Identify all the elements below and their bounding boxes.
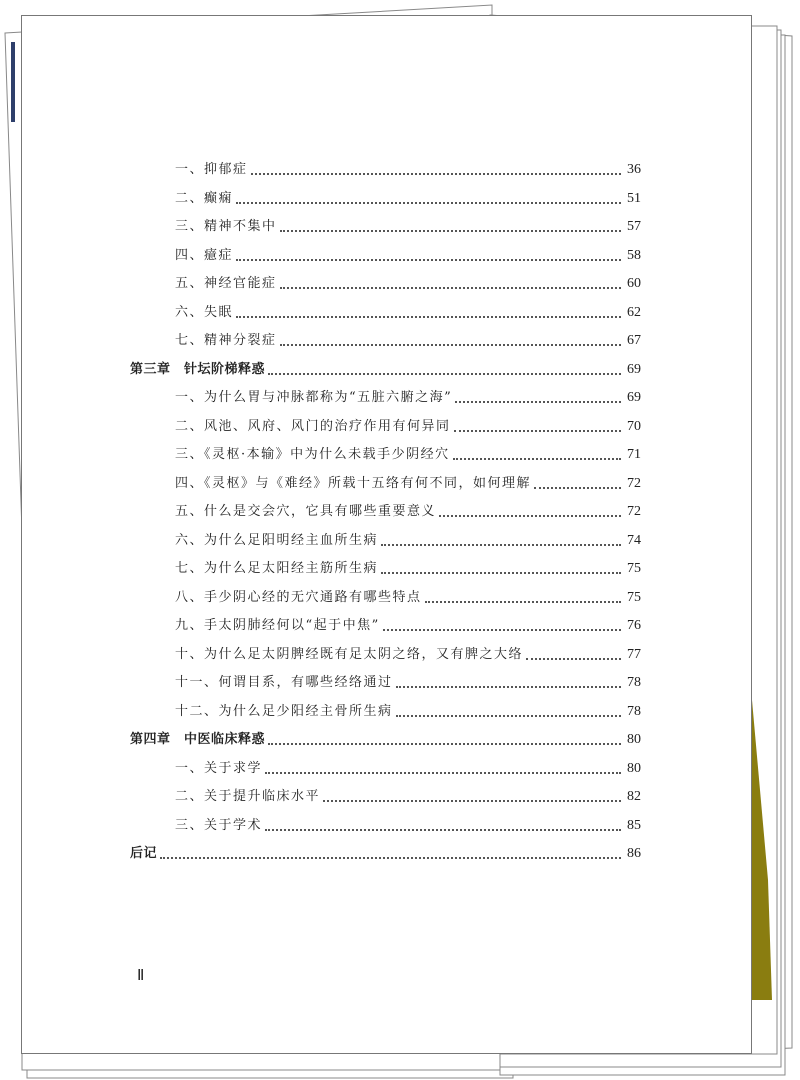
toc-entry[interactable] (175, 614, 641, 636)
toc-entry-title: 二、关于提升临床水平 (175, 789, 321, 804)
dot-leader (280, 344, 621, 346)
toc-page-number: 74 (627, 532, 641, 548)
dot-leader (236, 202, 621, 204)
toc-entry[interactable] (175, 329, 641, 351)
toc-entry[interactable] (175, 700, 641, 722)
dot-leader (268, 373, 621, 375)
dot-leader (268, 743, 621, 745)
cover-edge-blue (11, 42, 15, 122)
dot-leader (381, 544, 621, 546)
toc-page-number: 36 (627, 162, 641, 177)
dot-leader (381, 572, 621, 574)
toc-entry-title: 四、癔症 (175, 247, 234, 263)
dot-leader (453, 458, 621, 460)
toc-page-number: 77 (627, 646, 641, 662)
toc-chapter-entry[interactable] (130, 842, 641, 864)
toc-entry[interactable] (175, 557, 641, 579)
toc-entry[interactable] (175, 187, 641, 209)
toc-entry-title: 九、手太阴肺经何以“起于中焦” (175, 618, 380, 633)
toc-entry[interactable] (175, 244, 641, 266)
dot-leader (160, 857, 621, 859)
toc-entry[interactable] (175, 529, 641, 551)
toc-entry-title: 三、《灵枢·本输》中为什么未载手少阴经穴 (175, 447, 450, 462)
toc-entry[interactable] (175, 500, 641, 522)
toc-page-number: 72 (627, 504, 641, 519)
toc-entry[interactable] (175, 671, 641, 693)
dot-leader (236, 259, 621, 261)
page-folio: Ⅱ (137, 968, 145, 984)
toc-entry[interactable] (175, 158, 641, 180)
toc-entry-title: 七、精神分裂症 (175, 333, 277, 348)
dot-leader (280, 287, 621, 289)
toc-entry[interactable] (175, 586, 641, 608)
toc-entry-title: 二、癫痫 (175, 190, 234, 206)
toc-entry[interactable] (175, 272, 641, 294)
toc-entry-title: 十一、何谓目系，有哪些经络通过 (175, 675, 393, 690)
toc-entry-title: 六、失眠 (175, 304, 234, 320)
dot-leader (251, 173, 621, 175)
toc-page-number: 85 (627, 817, 641, 833)
toc-entry[interactable] (175, 301, 641, 323)
toc-entry[interactable] (175, 215, 641, 237)
toc-page-number: 69 (627, 361, 641, 377)
toc-entry-title: 一、抑郁症 (175, 162, 248, 177)
toc-entry-title: 四、《灵枢》与《难经》所载十五络有何不同，如何理解 (175, 475, 532, 491)
toc-page-number: 70 (627, 418, 641, 434)
toc-entry-title: 一、关于求学 (175, 760, 263, 776)
dot-leader (323, 800, 621, 802)
toc-entry-title: 第四章 中医临床释惑 (130, 732, 266, 747)
toc-entry-title: 三、关于学术 (175, 817, 263, 833)
toc-page-number: 51 (627, 190, 641, 206)
toc-entry-title: 第三章 针坛阶梯释惑 (130, 361, 266, 377)
toc-page-number: 82 (627, 789, 641, 804)
toc-page-number: 76 (627, 618, 641, 633)
toc-page-number: 78 (627, 703, 641, 719)
toc-page-number: 78 (627, 675, 641, 690)
dot-leader (454, 430, 621, 432)
toc-page-number: 75 (627, 589, 641, 605)
toc-page-number: 57 (627, 219, 641, 234)
toc-entry[interactable] (175, 415, 641, 437)
dot-leader (455, 401, 621, 403)
toc-entry[interactable] (175, 757, 641, 779)
toc-chapter-entry[interactable] (130, 728, 641, 750)
toc-page-number: 69 (627, 390, 641, 405)
toc-entry-title: 十、为什么足太阴脾经既有足太阴之络，又有脾之大络 (175, 646, 524, 662)
toc-entry[interactable] (175, 785, 641, 807)
toc-page-number: 71 (627, 447, 641, 462)
toc-entry[interactable] (175, 643, 641, 665)
toc-entry[interactable] (175, 472, 641, 494)
dot-leader (425, 601, 621, 603)
toc-entry[interactable] (175, 386, 641, 408)
dot-leader (265, 772, 621, 774)
toc-entry-title: 十二、为什么足少阳经主骨所生病 (175, 703, 393, 719)
toc-page-number: 67 (627, 333, 641, 348)
toc-entry-title: 二、风池、风府、风门的治疗作用有何异同 (175, 418, 451, 434)
dot-leader (383, 629, 621, 631)
toc-page-number: 80 (627, 760, 641, 776)
toc-entry[interactable] (175, 443, 641, 465)
toc-page-number: 60 (627, 276, 641, 291)
dot-leader (396, 715, 621, 717)
dot-leader (280, 230, 621, 232)
toc-entry-title: 八、手少阴心经的无穴通路有哪些特点 (175, 589, 422, 605)
dot-leader (265, 829, 621, 831)
toc-page-number: 62 (627, 304, 641, 320)
toc-page-number: 72 (627, 475, 641, 491)
toc-entry-title: 五、神经官能症 (175, 276, 277, 291)
toc-entry-title: 三、精神不集中 (175, 219, 277, 234)
toc-page-number: 86 (627, 846, 641, 861)
toc-entry[interactable] (175, 814, 641, 836)
toc-entry-title: 六、为什么足阳明经主血所生病 (175, 532, 379, 548)
dot-leader (526, 658, 621, 660)
toc-page-number: 58 (627, 247, 641, 263)
toc-page-number: 80 (627, 732, 641, 747)
toc-page-number: 75 (627, 561, 641, 576)
toc-entry-title: 五、什么是交会穴，它具有哪些重要意义 (175, 504, 437, 519)
dot-leader (439, 515, 621, 517)
toc-entry-title: 七、为什么足太阳经主筋所生病 (175, 561, 379, 576)
toc-entry-title: 后记 (130, 846, 158, 861)
dot-leader (534, 487, 621, 489)
dot-leader (236, 316, 621, 318)
dot-leader (396, 686, 621, 688)
toc-chapter-entry[interactable] (130, 358, 641, 380)
toc-entry-title: 一、为什么胃与冲脉都称为“五脏六腑之海” (175, 390, 453, 405)
